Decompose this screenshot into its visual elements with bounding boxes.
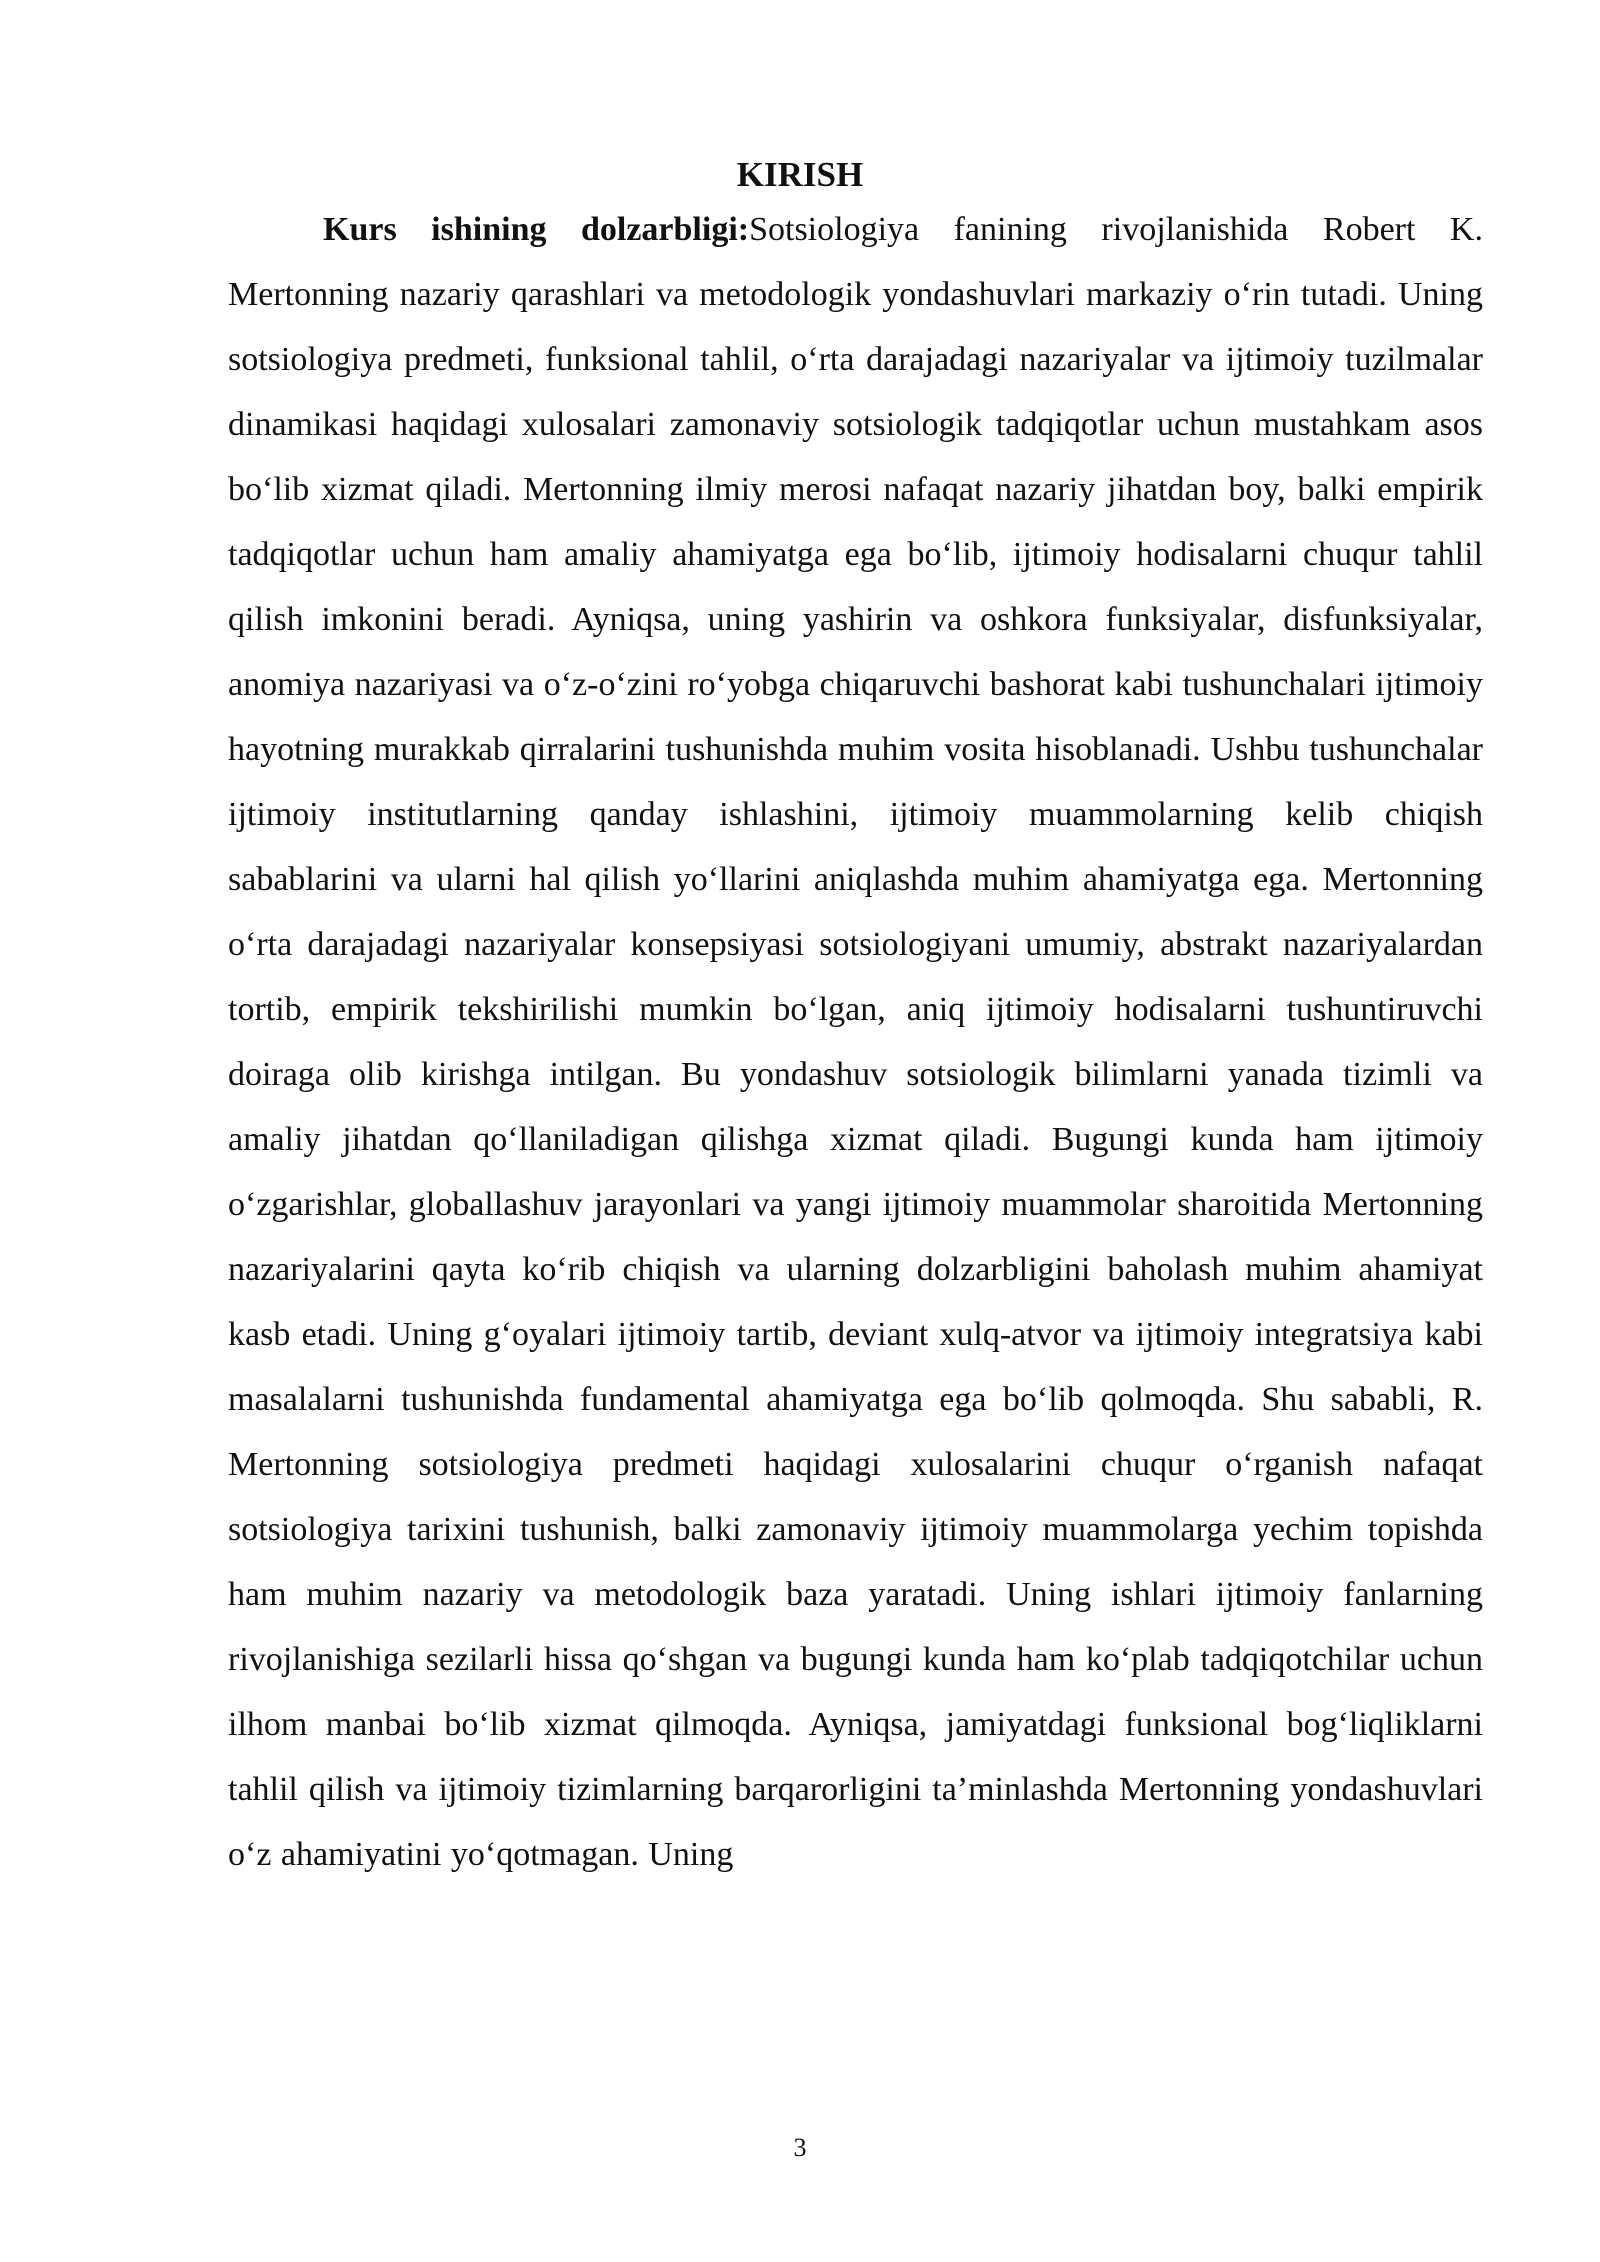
paragraph-lead: Kurs ishining dolzarbligi: [323,211,750,248]
page-number: 3 [793,2133,807,2162]
paragraph-text: Sotsiologiya fanining rivojlanishida Robert K. Mertonning nazariy qarashlari va metodologik yondashuvlari markaziy o‘rin tutadi. Uning sotsiologiya predmeti, funksional tahlil, o‘rta darajadagi nazariyalar va ijtimoiy tuzilmalar dinamikasi haqidagi xulosalari zamonaviy sotsiologik tadqiqotlar uchun mustahkam asos bo‘lib xizmat qiladi. Mertonning ilmiy merosi nafaqat nazariy jihatdan boy, balki empirik tadqiqotlar uchun ham amaliy ahamiyatga ega bo‘lib, ijtimoiy hodisalarni chuqur tahlil qilish imkonini beradi. Ayniqsa, uning yashirin va oshkora funksiyalar, disfunksiyalar, anomiya nazariyasi va o‘z-o‘zini ro‘yobga chiqaruvchi bashorat kabi tushunchalari ijtimoiy hayotning murakkab qirralarini tushunishda muhim vosita hisoblanadi. Ushbu tushunchalar ijtimoiy institutlarning qanday ishlashini, ijtimoiy muammolarning kelib chiqish sabablarini va ularni hal qilish yo‘llarini aniqlashda muhim ahamiyatga ega. Mertonning o‘rta darajadagi nazariyalar konsepsiyasi sotsiologiyani umumiy, abstrakt nazariyalardan tortib, empirik tekshirilishi mumkin bo‘lgan, aniq ijtimoiy hodisalarni tushuntiruvchi doiraga olib kirishga intilgan. Bu yondashuv sotsiologik bilimlarni yanada tizimli va amaliy jihatdan qo‘llaniladigan qilishga xizmat qiladi. Bugungi kunda ham ijtimoiy o‘zgarishlar, globallashuv jarayonlari va yangi ijtimoiy muammolar sharoitida Mertonning nazariyalarini qayta ko‘rib chiqish va ularning dolzarbligini baholash muhim ahamiyat kasb etadi. Uning g‘oyalari ijtimoiy tartib, deviant xulq-atvor va ijtimoiy integratsiya kabi masalalarni tushunishda fundamental ahamiyatga ega bo‘lib qolmoqda. Shu sababli, R. Mertonning sotsiologiya predmeti haqidagi xulosalarini chuqur o‘rganish nafaqat sotsiologiya tarixini tushunish, balki zamonaviy ijtimoiy muammolarga yechim topishda ham muhim nazariy va metodologik baza yaratadi. Uning ishlari ijtimoiy fanlarning rivojlanishiga sezilarli hissa qo‘shgan va bugungi kunda ham ko‘plab tadqiqotchilar uchun ilhom manbai bo‘lib xizmat qilmoqda. Ayniqsa, jamiyatdagi funksional bog‘liqliklarni tahlil qilish va ijtimoiy tizimlarning barqarorligini ta’minlashda Mertonning yondashuvlari o‘z ahamiyatini yo‘qotmagan. Uning [228,211,1483,1873]
section-heading: KIRISH [736,155,864,194]
body-paragraph [228,197,1483,1887]
